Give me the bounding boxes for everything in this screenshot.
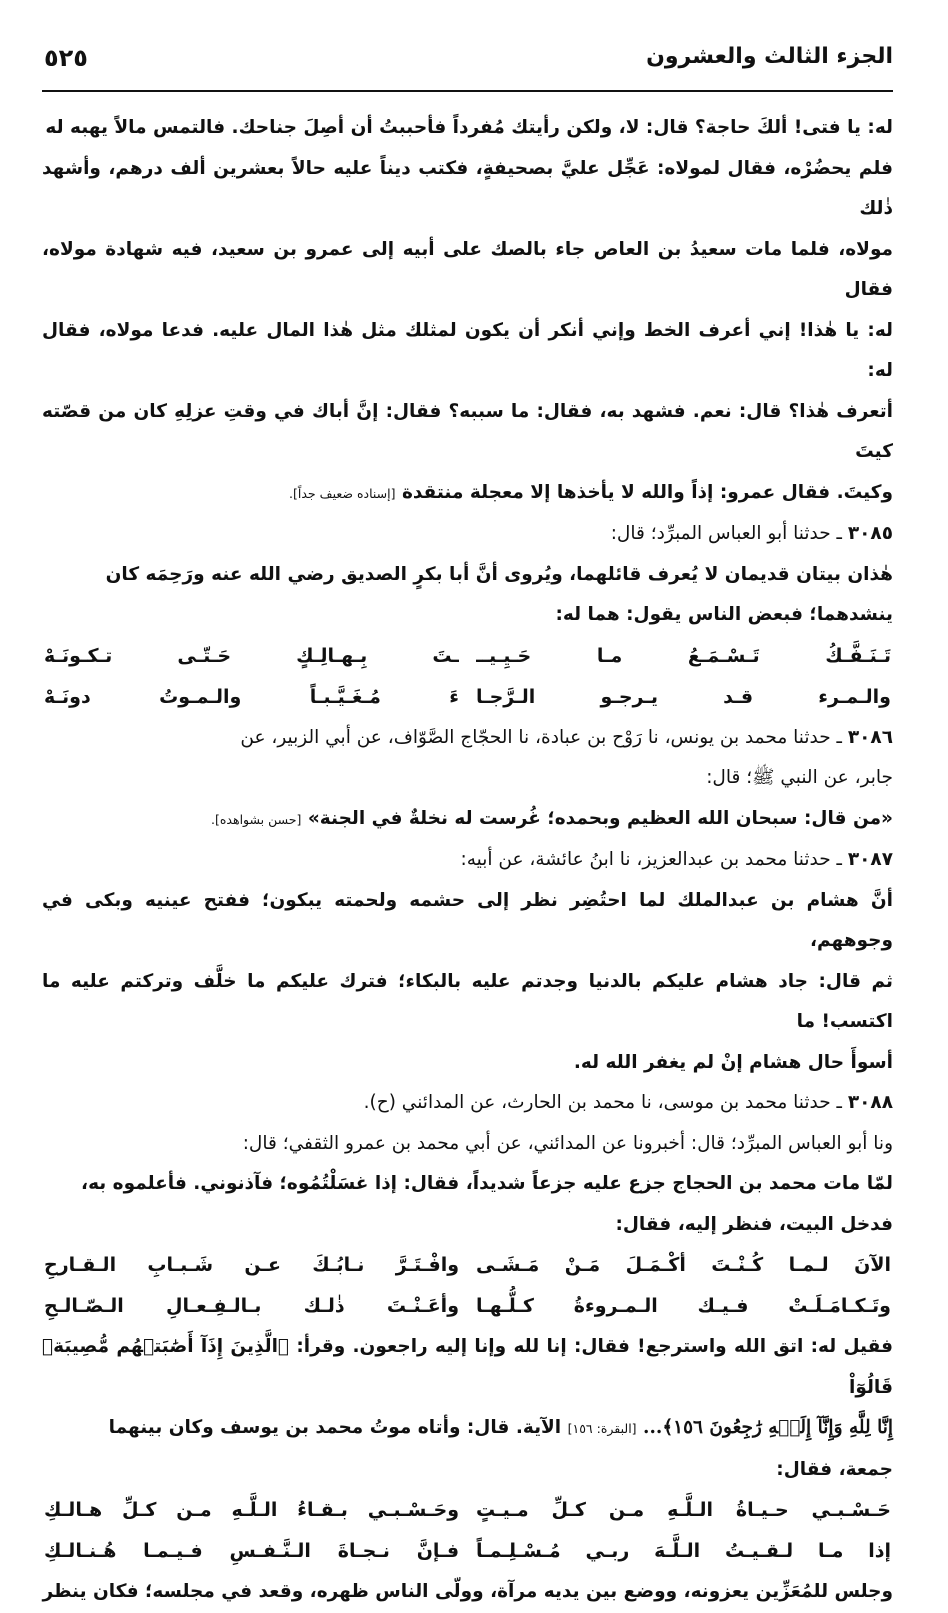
poem-verse: [42, 1286, 893, 1327]
hadith-isnad: [42, 718, 893, 759]
verse-second-hemistich: وافْـتَـرَّ نـابُـكَ عـن شَـبـابِ الـقـارحِ: [44, 1254, 460, 1276]
verse-second-hemistich: ـتَ بِـهـالِـكٍ حَـتّـى تـكـونَـهْ: [44, 644, 460, 667]
running-title: الجزء الثالث والعشرون: [646, 44, 893, 69]
text-line: فلم يحضُرْه، فقال لمولاه: عَجِّل عليَّ بصحيفةٍ، فكتب ديناً عليه حالاً بعشرين ألف درهم، وأشهد ذٰلك: [42, 157, 893, 219]
isnad-text: ـ حدثنا محمد بن يونس، نا رَوْح بن عبادة، نا الحجّاج الصَّوّاف، عن أبي الزبير، عن: [240, 726, 842, 748]
hadith-number: ٣٠٨٥: [847, 523, 893, 544]
verse-first-hemistich: الآنَ لـمـا كُـنْـتَ أكْـمَـلَ مَـنْ مَـشَـى: [475, 1254, 891, 1276]
isnad-text: ـ حدثنا أبو العباس المبرِّد؛ قال:: [610, 523, 842, 544]
text-line: وجلس للمُعَزِّين يعزونه، ووضع بين يديه مرآة، وولّى الناس ظهره، وقعد في مجلسه؛ فكان ينظر: [42, 1581, 893, 1602]
text-line: له: يا فتى! ألكَ حاجة؟ قال: لا، ولكن رأيتك مُفرداً فأحببتُ أن أصِلَ جناحك. فالتمس مالاً يهبه له: [45, 117, 893, 138]
verse-second-hemistich: وحَـسْـبـي بـقـاءُ الـلَّـهِ مـن كـلِّ هـالـكِ: [44, 1499, 460, 1521]
text-line: ثم قال: جاد هشام عليكم بالدنيا وجدتم عليه بالبكاء؛ فترك عليكم ما خلَّف وتركتم عليه ما اكتسب! ما: [42, 970, 893, 1032]
text-line: أسوأَ حال هشام إنْ لم يغفر الله له.: [573, 1051, 893, 1073]
page-header: [42, 40, 893, 92]
verse-second-hemistich: فـإنَّ نـجـاةَ الـنَّـفـسِ فـيـمـا هُـنـالـكِ: [44, 1540, 460, 1562]
text-line: فدخل البيت، فنظر إليه، فقال:: [615, 1213, 893, 1235]
poem-verse: [42, 1245, 893, 1286]
page-number: ٥٢٥: [44, 44, 88, 72]
hadith-grade: [إسناده ضعيف جداً].: [289, 485, 396, 501]
text-line: أنَّ هشام بن عبدالملك لما احتُضِر نظر إلى حشمه ولحمته يبكون؛ ففتح عينيه وبكى في وجوههم،: [42, 889, 893, 951]
verse-first-hemistich: وتَـكـامَـلَـتْ فـيـك الـمـروءةُ كـلُّـهـا: [475, 1295, 891, 1317]
poem-verse: [42, 636, 893, 677]
page-body: [42, 108, 893, 1613]
text-line: مولاه، فلما مات سعيدُ بن العاص جاء بالصك على أبيه إلى عمرو بن سعيد، فيه شهادة مولاه، فقال: [42, 238, 893, 300]
text-line: له: يا هٰذا! إني أعرف الخط وإني أنكر أن يكون لمثلك مثل هٰذا المال عليه. فدعا مولاه، فقال له:: [42, 319, 893, 381]
text-line: ينشدهما؛ فبعض الناس يقول: هما له:: [555, 604, 893, 625]
text-line: [42, 473, 893, 515]
text-segment: الآية. قال: وأتاه موتُ محمد بن يوسف وكان بينهما: [108, 1417, 562, 1438]
text-line: أتعرف هٰذا؟ قال: نعم. فشهد به، فقال: ما سببه؟ فقال: إنَّ أباك في وقتِ عزلِهِ كان من قصّته كيتَ: [42, 400, 893, 462]
header-rule: [42, 90, 893, 92]
isnad-text: ـ حدثنا محمد بن عبدالعزيز، نا ابنُ عائشة، عن أبيه:: [460, 849, 842, 870]
poem-verse: [42, 1490, 893, 1531]
isnad-continuation: ونا أبو العباس المبرِّد؛ قال: أخبرونا عن المدائني، عن أبي محمد بن عمرو الثقفي؛ قال:: [242, 1132, 893, 1154]
text-line: جمعة، فقال:: [776, 1458, 893, 1480]
quran-verse: إِنَّا لِلَّهِ وَإِنَّآ إِلَيۡهِ رَٰجِعُونَ ١٥٦﴾...: [643, 1417, 893, 1438]
verse-first-hemistich: حَـسْـبـي حـيـاةُ الـلَّـهِ مـن كـلِّ مـيـتٍ: [475, 1499, 891, 1521]
poem-verse: [42, 677, 893, 718]
verse-first-hemistich: والـمـرء قـد يـرجـو الـرَّجـا: [475, 685, 891, 708]
verse-second-hemistich: وأعَـنْـتَ ذٰلـك بـالـفِـعـالِ الـصّـالـحِ: [44, 1295, 460, 1317]
verse-second-hemistich: ءَ مُـغَـيَّـبـاً والـمـوتُ دونَـهْ: [44, 685, 460, 708]
matn-text: «من قال: سبحان الله العظيم وبحمده؛ غُرست له نخلةٌ في الجنة»: [307, 807, 893, 829]
hadith-number: ٣٠٨٦: [847, 726, 893, 748]
hadith-number: ٣٠٨٨: [847, 1092, 893, 1113]
text-segment: وكيتَ. فقال عمرو: إذاً والله لا يأخذها إلا معجلة منتقدة: [401, 481, 893, 503]
hadith-isnad: [42, 514, 893, 555]
hadith-number: ٣٠٨٧: [847, 849, 893, 870]
hadith-isnad: [42, 840, 893, 881]
poem-verse: [42, 1531, 893, 1572]
hadith-grade: [حسن بشواهده].: [211, 811, 302, 827]
quran-reference: [البقرة: ١٥٦]: [567, 1421, 637, 1436]
isnad-text: ـ حدثنا محمد بن موسى، نا محمد بن الحارث، عن المدائني (ح).: [363, 1092, 842, 1113]
text-line: [42, 1408, 893, 1450]
verse-first-hemistich: إذا مـا لـقـيـتُ الـلَّـهَ ربـي مُـسْـلِـمـاً: [475, 1540, 891, 1562]
isnad-continuation: جابر، عن النبي ﷺ؛ قال:: [706, 767, 893, 788]
hadith-isnad: [42, 1083, 893, 1124]
text-line: هٰذان بيتان قديمان لا يُعرف قائلهما، ويُروى أنَّ أبا بكرٍ الصديق رضي الله عنه ورَحِمَه كان: [105, 563, 893, 585]
hadith-matn: [42, 799, 893, 841]
text-line: فقيل له: اتق الله واسترجع! فقال: إنا لله وإنا إليه راجعون. وقرأ: ﴿الَّذِينَ إِذَآ أَصَٰبَتۡهُم مُّصِيبَةٞ قَالُوٓاْ: [42, 1336, 893, 1398]
verse-first-hemistich: تَـنَـفَّـكُ تَـسْـمَـعُ مـا حَـيِـيــ: [475, 644, 891, 667]
text-line: لمّا مات محمد بن الحجاج جزع عليه جزعاً شديداً، فقال: إذا غسَلْتُمُوه؛ فآذنوني. فأعلموه به،: [81, 1173, 893, 1194]
